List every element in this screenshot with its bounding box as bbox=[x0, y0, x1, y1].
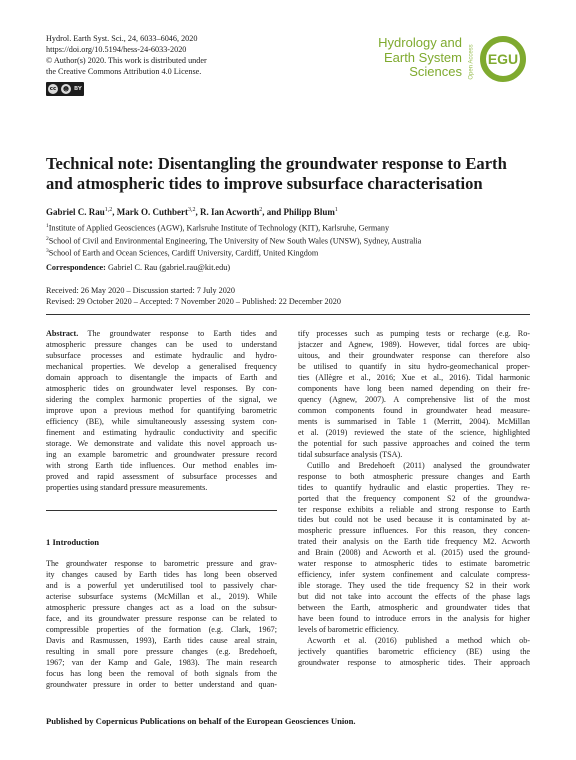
open-access-text: Open Access bbox=[468, 44, 475, 80]
citation-doi-link[interactable]: https://doi.org/10.5194/hess-24-6033-2020 bbox=[46, 45, 187, 54]
abstract-divider bbox=[46, 510, 277, 511]
abstract-line: sidering the complex harmonic properties of the signal, we bbox=[46, 394, 277, 404]
affiliation-item bbox=[46, 246, 421, 259]
author-name: Philipp Blum bbox=[283, 207, 335, 217]
abstract-line: proved and rapid assessment of subsurface processes and bbox=[46, 471, 277, 481]
introduction-text bbox=[46, 559, 277, 691]
author-separator: , and bbox=[262, 207, 284, 217]
author-affiliation-marker: 1,2 bbox=[104, 207, 113, 213]
body-line: have been found to introduce errors in the analysis for higher bbox=[298, 614, 530, 624]
right-column-text bbox=[298, 329, 530, 669]
correspondence-label: Correspondence: bbox=[46, 263, 106, 272]
correspondence bbox=[46, 263, 230, 272]
journal-name bbox=[322, 36, 462, 80]
author-affiliation-marker: 3,2 bbox=[188, 207, 196, 213]
citation-block bbox=[46, 33, 207, 77]
body-line: et al. (2019) reviewed the state of the science, highlighted bbox=[298, 427, 530, 437]
body-line: response to both atmospheric pressure changes and Earth bbox=[298, 471, 530, 481]
affiliation-number: 1 bbox=[46, 223, 49, 229]
body-line: jectively quantifies barometric efficiency (BE) using the bbox=[298, 647, 530, 657]
body-line: 1967; van der Kamp and Gale, 1983). The main research bbox=[46, 657, 277, 667]
egu-logo-icon bbox=[478, 34, 528, 84]
body-line: groundwater pressure in order to better understand and quan- bbox=[46, 679, 277, 689]
journal-name-line: Earth System bbox=[383, 49, 462, 65]
citation-copyright-line: © Author(s) 2020. This work is distributed under bbox=[46, 56, 207, 65]
affiliation-text: School of Earth and Ocean Sciences, Cardiff University, Cardiff, United Kingdom bbox=[48, 249, 319, 259]
body-line: tify processes such as pumping tests or recharge (e.g. Ro- bbox=[298, 329, 530, 338]
body-line: groundwater response to atmospheric tides. Their approach bbox=[298, 658, 530, 668]
abstract-line: finement and estimating hydraulic conductivity and specific bbox=[46, 427, 277, 437]
affiliation-number: 2 bbox=[46, 235, 49, 242]
affiliation-number: 3 bbox=[46, 248, 49, 255]
affiliation-text: Institute of Applied Geosciences (AGW), Karlsruhe Institute of Technology (KIT), Karlsruhe, Germany bbox=[48, 223, 390, 233]
section-heading-introduction: 1 Introduction bbox=[46, 537, 100, 547]
body-line: trated their analysis on the Earth tide frequency M2. Acworth bbox=[298, 537, 530, 547]
body-line: ible storage. They used the tide frequency S2 in their work bbox=[298, 581, 530, 591]
citation-license-line: the Creative Commons Attribution 4.0 License. bbox=[46, 67, 202, 76]
abstract-line: ing an example barometric and groundwater pressure record bbox=[46, 449, 277, 459]
body-line: efficiency, infer system confinement and calculate compress- bbox=[298, 570, 530, 580]
author-separator: , bbox=[195, 207, 201, 217]
author-name: Gabriel C. Rau bbox=[46, 207, 105, 217]
paper-title: Technical note: Disentangling the groundwater response to Earth and atmospheric tides to improve subsurface characterisation bbox=[46, 154, 507, 193]
body-line: acterise subsurface systems (McMillan et al., 2019). While bbox=[46, 591, 277, 601]
abstract-line: efficiency (BE), while simultaneously assessing system con- bbox=[46, 416, 277, 426]
body-line: ties (Allègre et al., 2016; Xue et al., 2016). Tidal harmonic bbox=[298, 372, 530, 382]
body-line: tides to quantify hydraulic and elastic properties. They re- bbox=[298, 482, 530, 492]
egu-logo-text: EGU bbox=[487, 51, 519, 67]
body-line: tidal subsurface analysis (TSA). bbox=[298, 449, 403, 459]
publication-dates bbox=[46, 285, 341, 307]
abstract-label: Abstract. bbox=[46, 329, 79, 338]
body-line: atmospheric pressure changes act as a load on the subsur- bbox=[46, 602, 277, 612]
body-line: focus has long been the removal of both signals from the bbox=[46, 668, 277, 678]
dates-revised-line: Revised: 29 October 2020 – Accepted: 7 November 2020 – Published: 22 December 2020 bbox=[46, 297, 341, 306]
affiliation-item bbox=[46, 221, 421, 234]
body-line: ity changes caused by Earth tides has long been observed bbox=[46, 569, 277, 579]
affiliation-list bbox=[46, 221, 421, 259]
author-name: Mark O. Cuthbert bbox=[116, 207, 189, 217]
author-name: R. Ian Acworth bbox=[200, 207, 260, 217]
abstract-line: properties using standard pressure measurements. bbox=[46, 482, 208, 492]
body-line: water response to atmospheric tides to estimate barometric bbox=[298, 559, 530, 569]
body-line: levels of barometric efficiency. bbox=[298, 625, 399, 635]
cc-icon: cc bbox=[49, 86, 57, 92]
citation-journal-line: Hydrol. Earth Syst. Sci., 24, 6033–6046, 2020 bbox=[46, 34, 198, 43]
body-line: components have long been named depending on their fre- bbox=[298, 383, 530, 393]
header-divider bbox=[46, 314, 530, 315]
by-person-icon: ☻ bbox=[62, 85, 70, 93]
body-line: resulting in small pore pressure changes (e.g. Bredehoeft, bbox=[46, 646, 277, 656]
body-line: tides but could not be used because it is contaminated by at- bbox=[298, 515, 530, 525]
journal-name-line: Hydrology and bbox=[378, 35, 462, 50]
abstract-line: domain approach to disentangle the impacts of Earth and bbox=[46, 372, 277, 382]
affiliation-text: School of Civil and Environmental Engineering, The University of New South Wales (UNSW), Sydney, Australia bbox=[48, 236, 422, 246]
abstract-line: improve upon a previous method for quantifying barometric bbox=[46, 405, 277, 415]
abstract-line: storage. We demonstrate and validate this novel approach us- bbox=[46, 438, 277, 448]
body-line: but did not take into account the effects of the phase lags bbox=[298, 592, 530, 602]
author-affiliation-marker: 2 bbox=[259, 207, 263, 213]
body-line: ported that the frequency component S2 of the groundwa- bbox=[298, 493, 530, 503]
author-affiliation-marker: 1 bbox=[334, 207, 338, 213]
abstract-line-text: The groundwater response to Earth tides and bbox=[78, 329, 277, 338]
body-line: Acworth et al. (2016) published a method which ob- bbox=[307, 636, 530, 646]
affiliation-item bbox=[46, 234, 421, 247]
cc-by-license-icon[interactable] bbox=[46, 82, 84, 96]
publisher-footer: Published by Copernicus Publications on behalf of the European Geosciences Union. bbox=[46, 716, 356, 726]
abstract-line: mechanical properties. We develop a generalised frequency bbox=[46, 361, 277, 371]
body-line: quency (Agnew, 2007). A comprehensive list of the most bbox=[298, 394, 530, 404]
journal-name-line: Sciences bbox=[409, 64, 462, 79]
abstract-line bbox=[46, 329, 277, 340]
correspondence-email-link[interactable]: Gabriel C. Rau (gabriel.rau@kit.edu) bbox=[107, 263, 231, 272]
body-line: mospheric pressure influences. For this reason, they concen- bbox=[298, 526, 530, 536]
abstract-line: subsurface processes and estimate hydraulic and hydro- bbox=[46, 350, 277, 360]
body-line: between the Earth, atmospheric and groundwater tides that bbox=[298, 603, 530, 613]
body-line: jstaczer and Agnew, 1989). However, tidal forces are ubiq- bbox=[298, 339, 530, 349]
author-list bbox=[46, 207, 546, 217]
abstract-line: atmospheric tides on groundwater level responses. By con- bbox=[46, 383, 277, 393]
body-line: Davis and Rasmussen, 1993), Earth tides cause areal strain, bbox=[46, 635, 277, 645]
body-line: and is a powerful yet underutilised tool to passively char- bbox=[46, 580, 277, 590]
abstract bbox=[46, 329, 277, 494]
body-line: compressible properties of the formation (e.g. Clark, 1967; bbox=[46, 624, 277, 634]
open-access-label bbox=[465, 40, 477, 84]
body-line: and Brain (2008) and Acworth et al. (2015) used the ground- bbox=[298, 548, 530, 558]
abstract-line: with strong Earth tide influences. Our method enables im- bbox=[46, 460, 277, 470]
body-line: the potential for such passive approaches and coined the term bbox=[298, 438, 530, 448]
by-label: BY bbox=[74, 86, 82, 92]
dates-received-line: Received: 26 May 2020 – Discussion started: 7 July 2020 bbox=[46, 286, 235, 295]
body-line: Cutillo and Bredehoeft (2011) analysed the groundwater bbox=[307, 460, 530, 470]
body-line: uitous, and their groundwater response can therefore also bbox=[298, 350, 530, 360]
body-line: be utilised to quantify in situ hydro-geomechanical proper- bbox=[298, 361, 530, 371]
body-line: The groundwater response to barometric pressure and grav- bbox=[46, 559, 277, 568]
body-line: common components found in groundwater head measure- bbox=[298, 405, 530, 415]
body-line: face, and its groundwater pressure response can be related to bbox=[46, 613, 277, 623]
abstract-line: atmospheric pressure changes can be used to understand bbox=[46, 339, 277, 349]
body-line: ments is summarised in Table 1 (Merritt, 2004). McMillan bbox=[298, 416, 530, 426]
author-separator: , bbox=[112, 207, 117, 217]
body-line: ter response exhibits a reliable and strong response to Earth bbox=[298, 504, 530, 514]
